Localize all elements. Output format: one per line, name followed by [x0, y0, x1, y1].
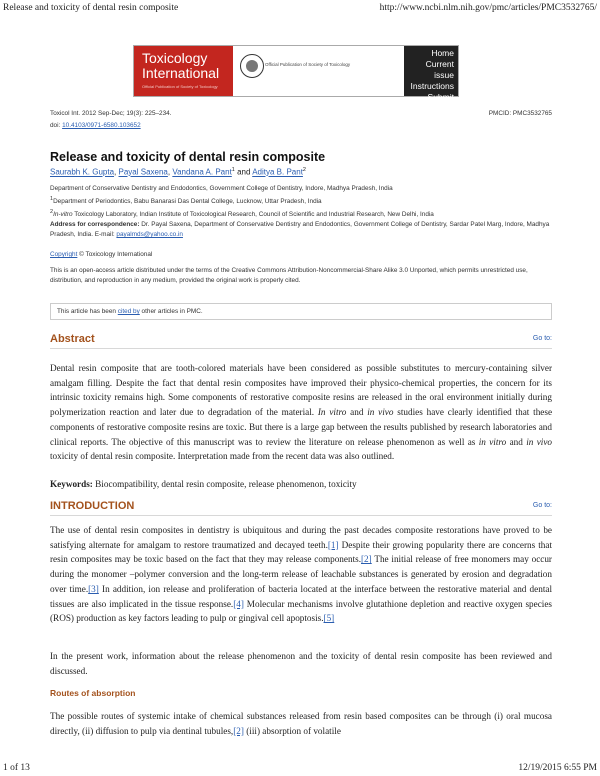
author-link[interactable]: Vandana A. Pant [172, 167, 232, 177]
intro-text-part: The possible routes of systemic intake of chemical substances released from resin based composites can be through (i) oral mucosa directly, (ii) diffusion to pulp via dentinal tubules, [50, 711, 552, 736]
cited-by-post: other articles in PMC. [139, 308, 203, 315]
banner-nav-instructions[interactable]: Instructions [410, 81, 454, 91]
affiliation-2-text: Toxicology Laboratory, Indian Institute of Toxicological Research, Council of Scientific and Industrial Research, New Delhi, India [72, 211, 434, 219]
license-text: This is an open-access article distributed under the terms of the Creative Commons Attribution-Noncommercial-Share Alike 3.0 Unported, which permits unrestricted use, distribution, and reproduction in any medium, provided the original work is properly cited. [50, 267, 528, 284]
intro-text-part: In addition, ion release and proliferation of bacteria located at the interface between the restorative material and dental tissues are also implicated in the tissue response. [50, 583, 552, 609]
routes-of-absorption-heading: Routes of absorption [50, 688, 136, 698]
introduction-goto-link[interactable]: Go to: [532, 502, 552, 509]
print-header-url[interactable]: http://www.ncbi.nlm.nih.gov/pmc/articles/PMC3532765/ [379, 3, 597, 13]
introduction-section-header [50, 500, 552, 516]
print-header-title: Release and toxicity of dental resin composite [3, 3, 179, 13]
abstract-text-part: and [506, 436, 527, 447]
journal-logo[interactable] [134, 46, 233, 96]
affiliation-0: Department of Conservative Dentistry and Endodontics, Government College of Dentistry, Indore, Madhya Pradesh, India [50, 185, 393, 192]
abstract-text-part: toxicity of dental resin composite. Interpretation made from the recent data was also outlined. [50, 451, 395, 462]
article-title: Release and toxicity of dental resin composite [50, 150, 326, 164]
correspondence [50, 220, 552, 240]
reference-link[interactable]: [4] [233, 598, 244, 609]
abstract-text-part: and [346, 407, 368, 418]
author-link[interactable]: Payal Saxena [118, 167, 168, 177]
banner-publication-text: Official Publication of Society of Toxicology [265, 62, 351, 67]
abstract-italic: in vivo [526, 436, 553, 447]
introduction-paragraph-2: In the present work, information about the release phenomenon and the toxicity of dental resin composite has been reviewed and discussed. [50, 651, 552, 676]
author-separator: , [114, 167, 119, 177]
affiliation-1-sup: 1 [50, 196, 54, 202]
cited-by-pre: This article has been [57, 308, 118, 315]
reference-link[interactable]: [3] [88, 583, 99, 594]
abstract-heading: Abstract [50, 333, 95, 345]
abstract-italic: in vivo [367, 407, 394, 418]
abstract-goto-link[interactable]: Go to: [532, 335, 552, 342]
intro-text-part: The use of dental resin composites in dentistry is ubiquitous and during the past decades composite restorations have proved to be satisfying alternate for amalgam to restore traumatized and decayed teeth. [50, 525, 552, 550]
keywords [50, 477, 552, 492]
pmcid: PMCID: PMC3532765 [488, 110, 552, 117]
copyright-text: © Toxicology International [77, 251, 153, 258]
abstract-italic: In vitro [317, 407, 347, 418]
affiliations [50, 184, 552, 240]
reference-link[interactable]: [2] [233, 725, 244, 736]
journal-banner [133, 45, 459, 113]
introduction-paragraph-3 [50, 709, 552, 738]
print-datetime: 12/19/2015 6:55 PM [518, 763, 597, 773]
cited-by-box [50, 303, 552, 320]
correspondence-text: Dr. Payal Saxena, Department of Conservative Dentistry and Endodontics, Government College of Dentistry, Sardar Patel Marg, Indore, Madhya Pradesh, India. E-mail: [50, 221, 550, 239]
banner-nav-submit-article[interactable]: Submit article [427, 92, 454, 113]
author-affil-sup: 1 [231, 167, 235, 173]
abstract-text-part: studies have clearly identified that these components of restorative composite resins are toxic. But there is a large gap between the results published by research laboratories and clinical reports. The objective of this manuscript was to review the literature on release phenomenon as well as [50, 407, 553, 447]
abstract-section-header [50, 333, 552, 349]
cited-by-link[interactable]: cited by [117, 308, 140, 315]
author-link[interactable]: Aditya B. Pant [252, 167, 303, 177]
affiliation-2-italic: In-vitro [53, 211, 73, 219]
citation-line: Toxicol Int. 2012 Sep-Dec; 19(3): 225–234. [50, 110, 172, 117]
affiliation-2-sup: 2 [50, 209, 54, 216]
correspondence-label: Address for correspondence: [50, 221, 140, 229]
banner-nav-home[interactable]: Home [431, 48, 454, 58]
abstract-italic: in vitro [478, 436, 507, 447]
affiliation-1-text: Department of Periodontics, Babu Banarasi Das Dental College, Lucknow, Uttar Pradesh, India [53, 198, 322, 206]
correspondence-email-link[interactable]: payalmds@yahoo.co.in [116, 231, 183, 239]
keywords-label: Keywords: [50, 479, 93, 489]
copyright-link[interactable]: Copyright [50, 251, 78, 258]
author-list [50, 167, 306, 177]
author-link[interactable]: Saurabh K. Gupta [50, 167, 115, 177]
introduction-paragraph-1 [50, 523, 552, 626]
intro-text-part: Molecular mechanisms involve glutathione depletion and reactive oxygen species (ROS) production as key factors leading to pulp or gingival cell apoptosis. [50, 598, 552, 624]
intro-text-part: (iii) absorption of volatile [243, 725, 341, 736]
affiliation-1 [50, 194, 552, 207]
society-seal-icon [240, 54, 264, 78]
journal-name-line1: Toxicology [142, 50, 208, 66]
copyright-line [50, 250, 152, 260]
doi-line [50, 121, 141, 131]
affiliation-2 [50, 207, 552, 220]
author-affil-sup: 2 [302, 167, 306, 173]
reference-link[interactable]: [5] [323, 613, 335, 624]
intro-text-part: The initial release of free monomers may occur during the monomer –polymer conversion and the long-term release of leachable substances is generated by erosion and degradation over time. [50, 554, 552, 594]
keywords-text: Biocompatibility, dental resin composite, release phenomenon, toxicity [92, 479, 357, 489]
author-separator: , [167, 167, 173, 177]
doi-link[interactable]: 10.4103/0971-6580.103652 [62, 122, 141, 129]
journal-name-line2: International [142, 65, 220, 81]
reference-link[interactable]: [1] [327, 539, 339, 550]
doi-label: doi: [50, 122, 61, 129]
abstract-text [50, 361, 552, 464]
reference-link[interactable]: [2] [361, 554, 372, 565]
banner-nav-current-issue[interactable]: Current issue [425, 59, 454, 80]
banner-nav [404, 46, 458, 113]
journal-logo-subtitle: Official Publication of Society of Toxicology [142, 84, 218, 89]
intro-text-part: Despite their growing popularity there are concerns that resin composites may be toxic based on the fact that they may release components. [50, 539, 552, 565]
introduction-heading: INTRODUCTION [50, 500, 135, 512]
abstract-text-part: Dental resin composite that are tooth-colored materials have been considered as possible substitutes to mercury-containing silver amalgam filling. Despite the fact that dental resin composites have improved their physico-chemical properties, the concern for its intrinsic toxicity remains high. Some components of restorative composite resins are released in the oral environment initially during polymerization reaction and later due to degradation of the material. [50, 363, 552, 418]
page-number: 1 of 13 [3, 763, 30, 773]
author-separator: and [234, 167, 253, 177]
